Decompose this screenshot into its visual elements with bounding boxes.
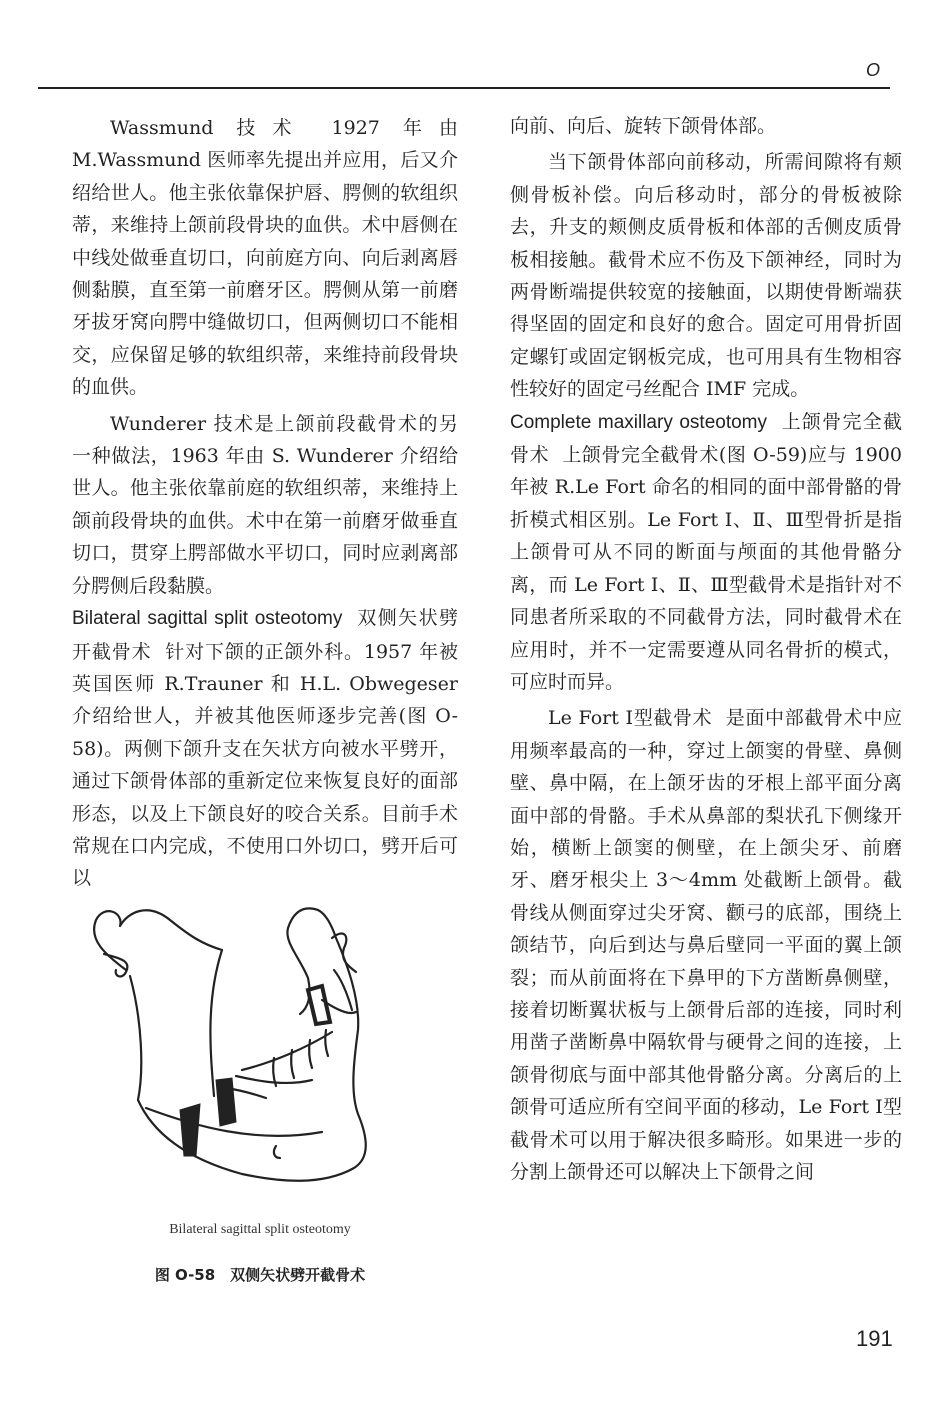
entry-term-en: Complete maxillary osteotomy	[510, 411, 768, 433]
glossary-entry	[72, 602, 458, 895]
paragraph-body: 是面中部截骨术中应用频率最高的一种，穿过上颌窦的骨壁、鼻侧壁、鼻中隔，在上颌牙齿的牙根上部平面分离面中部的骨骼。手术从鼻部的梨状孔下侧缘开始，横断上颌窦的侧壁，在上颌尖牙、前磨牙、磨牙根尖上 3～4mm 处截断上颌骨。截骨线从侧面穿过尖牙窝、颧弓的底部，围绕上颌结节，向后到达与鼻后壁同一平面的翼上颌裂；而从前面将在下鼻甲的下方凿断鼻侧壁，接着切断翼状板与上颌骨后部的连接，同时利用凿子凿断鼻中隔软骨与硬骨之间的连接，上颌骨彻底与面中部其他骨骼分离。分离后的上颌骨可适应所有空间平面的移动，Le Fort Ⅰ型截骨术可以用于解决很多畸形。如果进一步的分割上颌骨还可以解决上下颌骨之间	[510, 707, 902, 1183]
mandible-osteotomy-illustration	[86, 900, 386, 1200]
entry-body: 上颌骨完全截骨术(图 O-59)应与 1900 年被 R.Le Fort 命名的相同的面中部骨骼的骨折模式相区别。Le Fort Ⅰ、Ⅱ、Ⅲ型骨折是指上颌骨可从不同的断面与颅面的其他骨骼分离，而 Le Fort Ⅰ、Ⅱ、Ⅲ型截骨术是指针对不同患者所采取的不同截骨方法，同时截骨术在应用时，并不一定需要遵从同名骨折的模式，可应时而异。	[510, 444, 902, 693]
entry-term-cn: 双侧矢状劈开截骨术	[72, 607, 458, 663]
figure-caption-en: Bilateral sagittal split osteotomy	[169, 1222, 351, 1237]
entry-term-cn: 上颌骨完全截骨术	[510, 410, 902, 467]
header-rule	[38, 87, 890, 89]
figure-caption-cn: 图 O-58 双侧矢状劈开截骨术	[154, 1266, 366, 1284]
section-letter: O	[866, 60, 881, 80]
entry-term-en: Bilateral sagittal split osteotomy	[72, 608, 343, 630]
paragraph-lead: Le Fort Ⅰ型截骨术	[548, 707, 713, 730]
paragraph: Wassmund 技术 1927 年由 M.Wassmund 医师率先提出并应用，后又介绍给世人。他主张依靠保护唇、腭侧的软组织蒂，来维持上颌前段骨块的血供。术中唇侧在中线处做垂直切口，向前庭方向、向后剥离唇侧黏膜，直至第一前磨牙区。腭侧从第一前磨牙拔牙窝向腭中缝做切口，但两侧切口不能相交，应保留足够的软组织蒂，来维持前段骨块的血供。	[72, 117, 458, 399]
paragraph: Wunderer 技术是上颌前段截骨术的另一种做法，1963 年由 S. Wunderer 介绍给世人。他主张依靠前庭的软组织蒂，来维持上颌前段骨块的血供。术中在第一前磨牙做垂直切口，贯穿上腭部做水平切口，同时应剥离部分腭侧后段黏膜。	[72, 412, 458, 597]
paragraph: 当下颌骨体部向前移动，所需间隙将有颊侧骨板补偿。向后移动时，部分的骨板被除去，升支的颊侧皮质骨板和体部的舌侧皮质骨板相接触。截骨术应不伤及下颌神经，同时为两骨断端提供较宽的接触面，以期使骨断端获得坚固的固定和良好的愈合。固定可用骨折固定螺钉或固定钢板完成，也可用具有生物相容性较好的固定弓丝配合 IMF 完成。	[510, 151, 902, 401]
page-number: 191	[856, 1326, 893, 1351]
paragraph	[510, 702, 902, 1188]
glossary-entry	[510, 406, 902, 699]
entry-body: 针对下颌的正颌外科。1957 年被英国医师 R.Trauner 和 H.L. Obwegeser 介绍给世人，并被其他医师逐步完善(图 O-58)。两侧下颌升支在矢状方向被水平劈开，通过下颌骨体部的重新定位来恢复良好的面部形态，以及上下颌良好的咬合关系。目前手术常规在口内完成，不使用口外切口，劈开后可以	[72, 640, 458, 890]
right-column	[510, 110, 902, 1188]
left-column	[72, 112, 458, 895]
paragraph: 向前、向后、旋转下颌骨体部。	[510, 115, 777, 137]
